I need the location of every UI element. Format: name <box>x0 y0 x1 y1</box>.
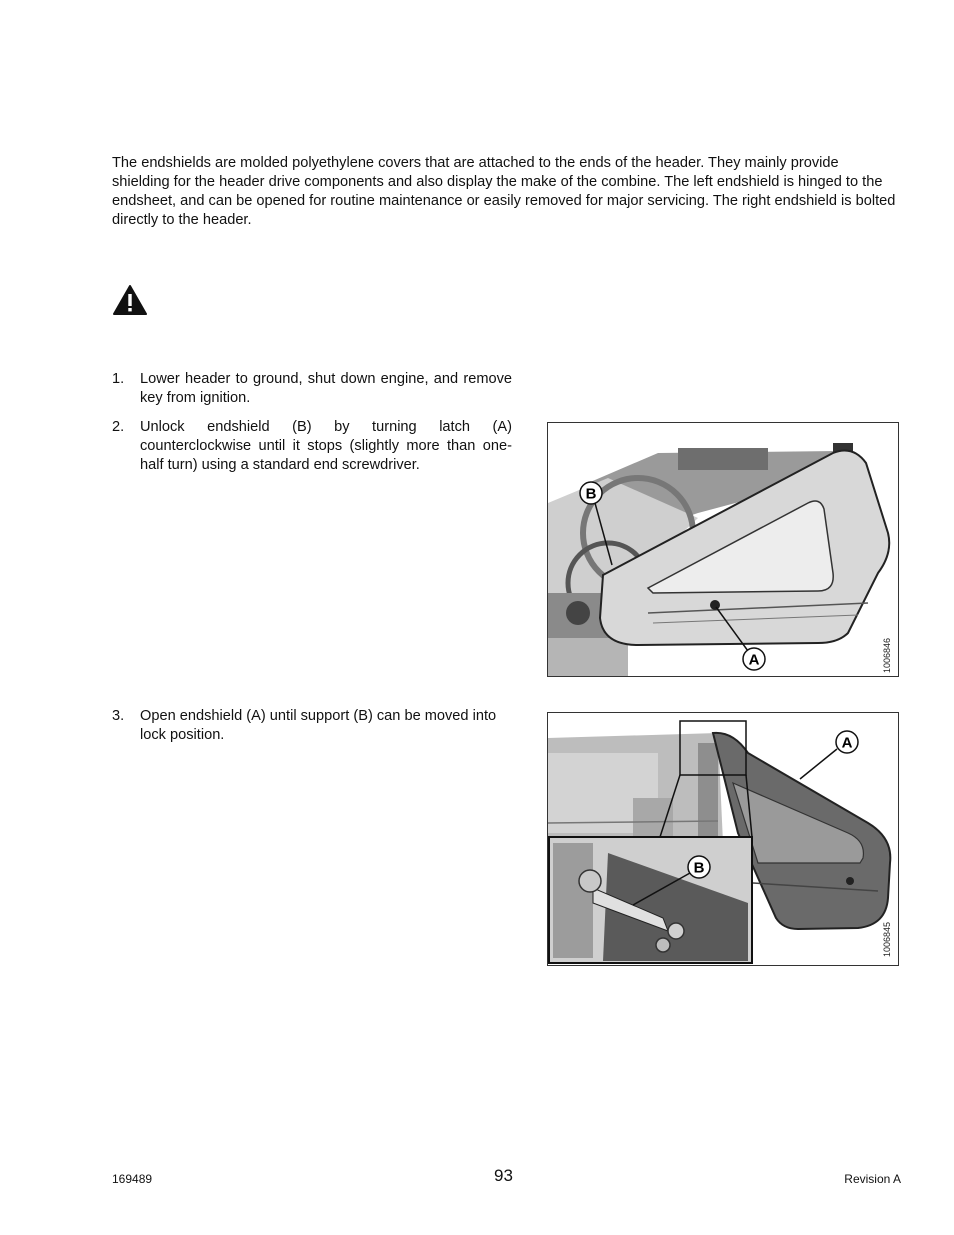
figure-endshield-latch <box>547 422 899 677</box>
step-1: 1. Lower header to ground, shut down engine, and remove key from ignition. <box>112 371 512 406</box>
doc-number: 169489 <box>112 1172 153 1186</box>
figure-number: 1006846 <box>882 637 892 673</box>
page-number: 93 <box>494 1166 513 1185</box>
intro-paragraph: The endshields are molded polyethylene covers that are attached to the ends of the header. They mainly provide shielding for the header drive components and also display the make of the combine. The left endshield is hinged to the endsheet, and can be opened for routine maintenance or easily removed for major servicing. The right endshield is bolted directly to the header. <box>112 155 896 228</box>
svg-text:A: A <box>748 651 760 669</box>
endshield-latch-illustration <box>548 423 898 676</box>
figure-endshield-support <box>547 712 899 966</box>
svg-text:A: A <box>841 734 853 752</box>
step-3: 3. Open endshield (A) until support (B) can be moved into lock position. <box>112 708 497 743</box>
svg-text:B: B <box>693 859 705 877</box>
revision-label: Revision A <box>844 1172 901 1186</box>
endshield-support-illustration <box>548 713 898 965</box>
warning-triangle-icon <box>112 284 148 316</box>
figure-number: 1006845 <box>882 921 892 957</box>
step-2: 2. Unlock endshield (B) by turning latch (A) counterclockwise until it stops (slightly more than one-half turn) using a standard end screwdriver. <box>112 419 512 473</box>
svg-text:B: B <box>585 485 597 503</box>
